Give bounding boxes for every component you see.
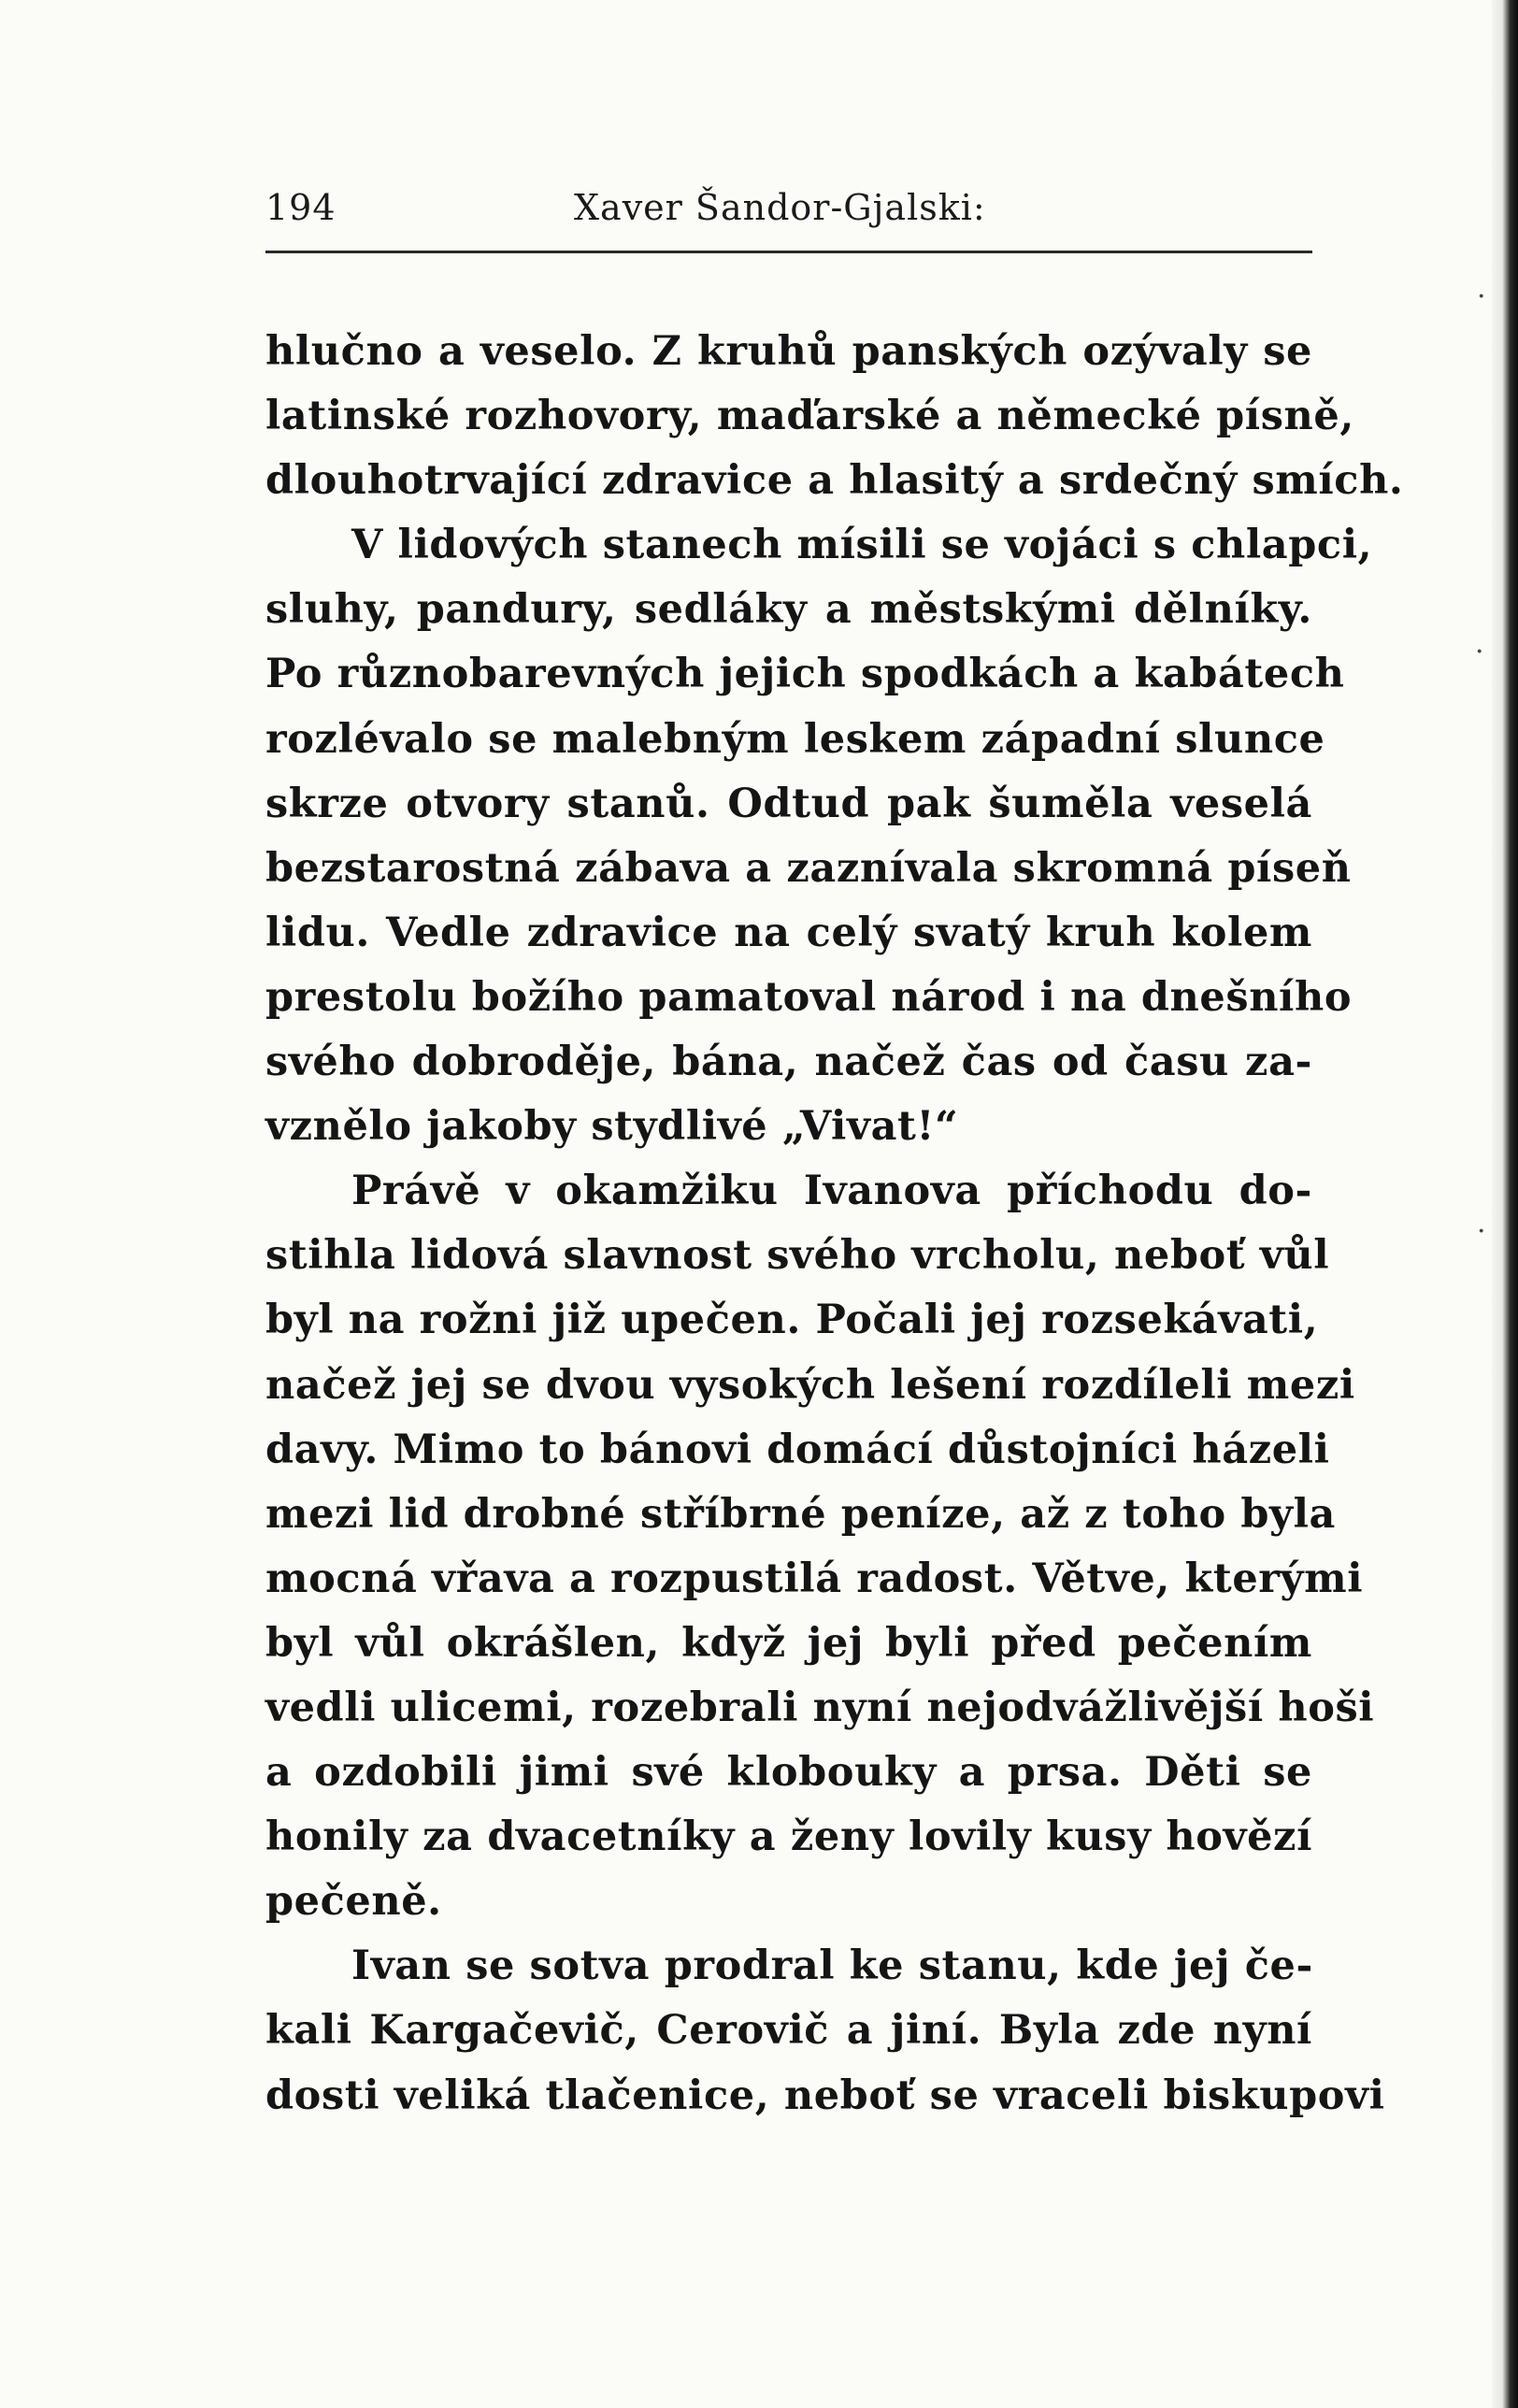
header-rule <box>265 251 1312 253</box>
text-line: Ivan se sotva prodral ke stanu, kde jej če- <box>351 1942 1313 1990</box>
text-line: Právě v okamžiku Ivanova příchodu do- <box>351 1168 1312 1215</box>
text-line: hlučno a veselo. Z kruhů panských ozývaly se <box>265 328 1312 375</box>
text-line: skrze otvory stanů. Odtud pak šuměla veselá <box>265 780 1312 827</box>
margin-speck: · <box>1477 1215 1486 1248</box>
text-line: pečeně. <box>265 1878 442 1926</box>
text-line: davy. Mimo to bánovi domácí důstojníci házeli <box>265 1426 1330 1473</box>
text-line: Po různobarevných jejich spodkách a kabátech <box>265 651 1345 698</box>
margin-speck: · <box>1475 636 1484 668</box>
text-line: kali Kargačevič, Cerovič a jiní. Byla zde nyní <box>265 2007 1312 2055</box>
text-line: načež jej se dvou vysokých lešení rozdíleli mezi <box>265 1361 1355 1409</box>
text-line: honily za dvacetníky a ženy lovily kusy hovězí <box>265 1813 1312 1861</box>
text-line: byl vůl okrášlen, když jej byli před pečením <box>265 1619 1312 1667</box>
page-number: 194 <box>265 187 337 228</box>
text-line: dosti veliká tlačenice, neboť se vraceli biskupovi <box>265 2071 1385 2119</box>
text-line: prestolu božího pamatoval národ i na dnešního <box>265 973 1353 1021</box>
running-title: Xaver Šandor-Gjalski: <box>574 187 986 228</box>
text-line: rozlévalo se malebným leskem západní slunce <box>265 715 1325 763</box>
text-line: svého dobroděje, bána, načež čas od času za- <box>265 1039 1312 1086</box>
text-line: mezi lid drobné stříbrné peníze, až z toho byla <box>265 1490 1337 1538</box>
page-edge-shadow <box>1492 0 1518 2408</box>
text-line: byl na rožni již upečen. Počali jej rozsekávati, <box>265 1297 1319 1344</box>
text-line: V lidových stanech mísili se vojáci s chlapci, <box>351 522 1373 569</box>
text-line: latinské rozhovory, maďarské a německé písně, <box>265 393 1354 440</box>
text-line: bezstarostná zábava a zaznívala skromná píseň <box>265 844 1352 892</box>
running-header <box>265 187 1312 243</box>
text-line: dlouhotrvající zdravice a hlasitý a srdečný smích. <box>265 457 1404 505</box>
text-line: vznělo jakoby stydlivé „Vivat!“ <box>265 1103 959 1151</box>
body-text <box>265 320 1404 2128</box>
text-line: vedli ulicemi, rozebrali nyní nejodvážlivější hoši <box>265 1684 1375 1731</box>
margin-speck: · <box>1477 280 1486 313</box>
text-line: stihla lidová slavnost svého vrcholu, neboť vůl <box>265 1232 1330 1280</box>
text-line: a ozdobili jimi své klobouky a prsa. Děti se <box>265 1749 1312 1797</box>
text-line: sluhy, pandury, sedláky a městskými dělníky. <box>265 586 1312 634</box>
text-line: mocná vřava a rozpustilá radost. Větve, kterými <box>265 1555 1364 1602</box>
text-line: lidu. Vedle zdravice na celý svatý kruh kolem <box>265 909 1312 956</box>
